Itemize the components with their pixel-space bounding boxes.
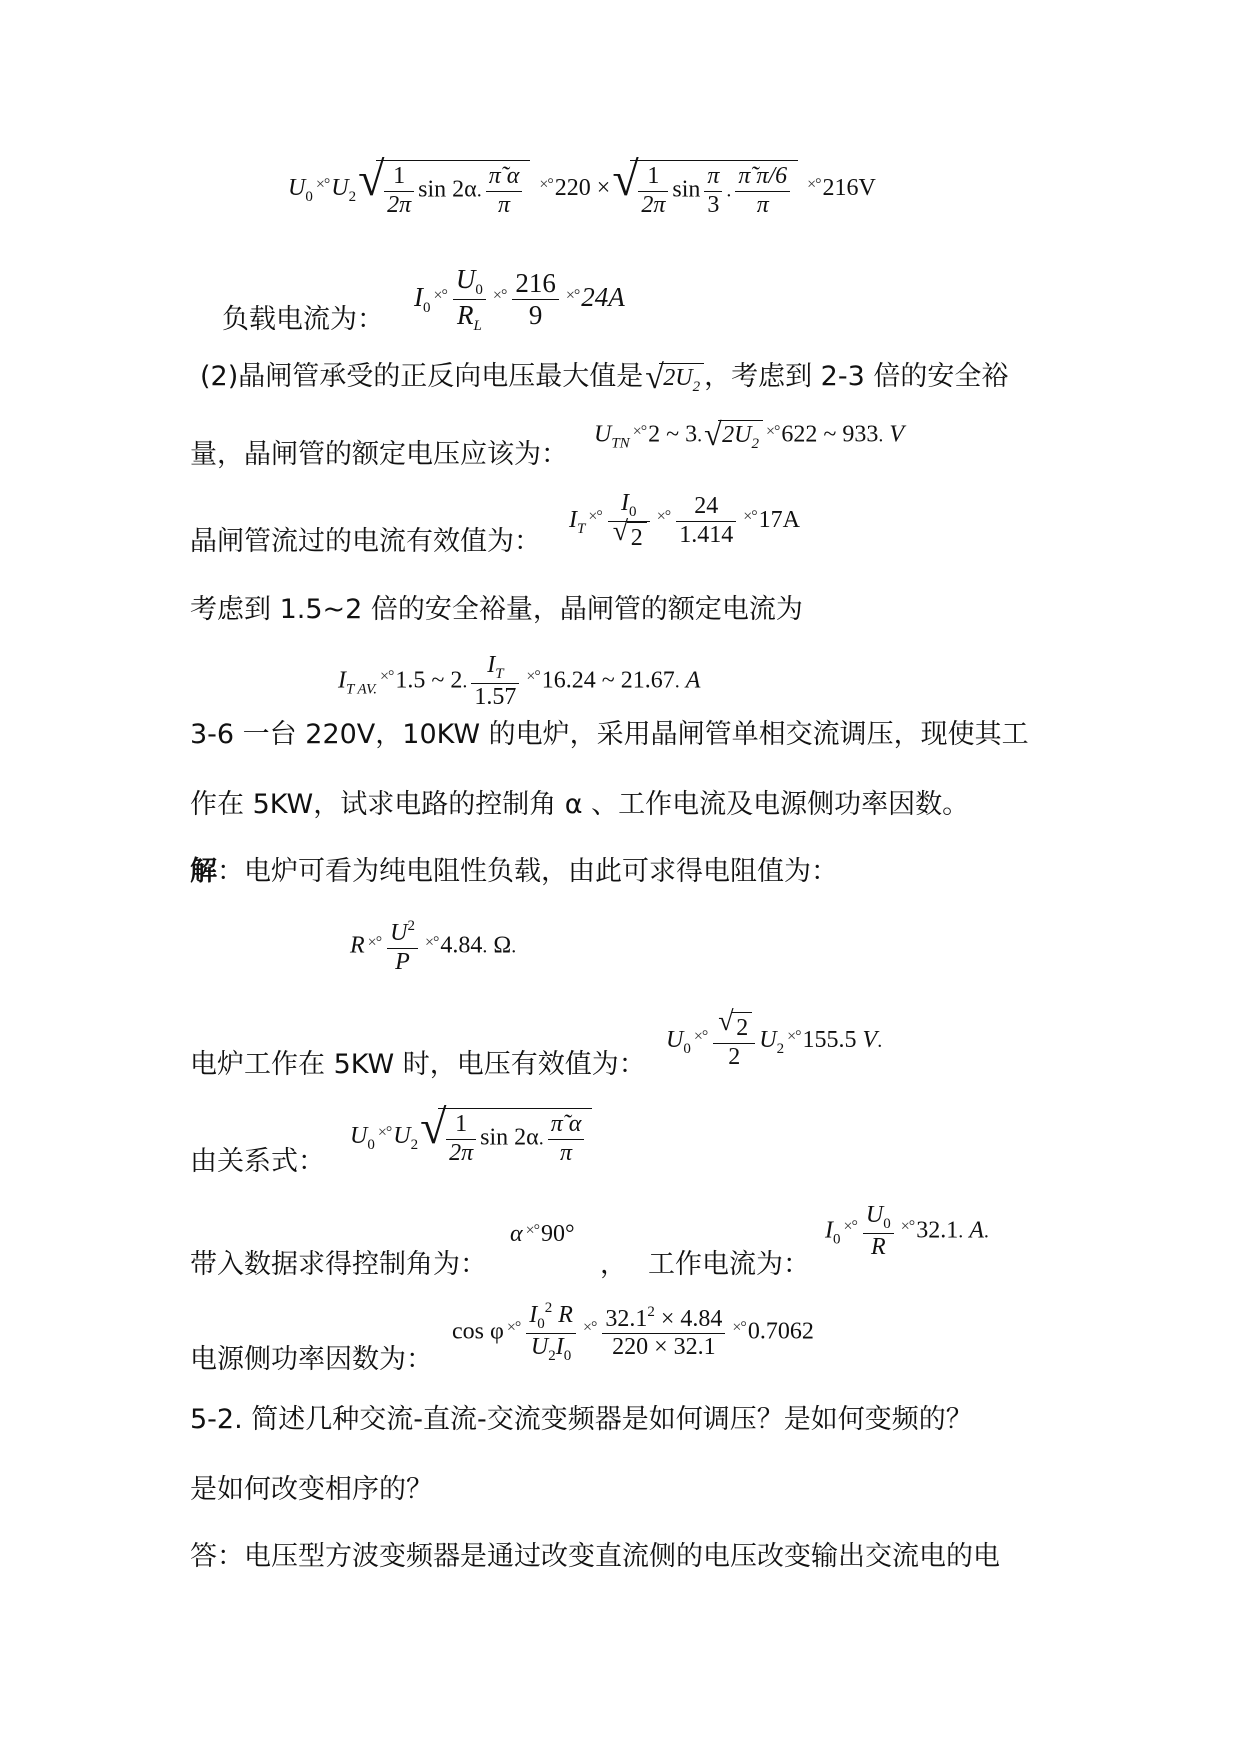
equation-load-current: $I_0^{\times^\circ}$ $\frac{U_0}{R_L}$ ×° $\frac{216}{9}$ ×°24A	[414, 264, 625, 335]
rated-current-line: 考虑到 1.5~2 倍的安全裕量，晶闸管的额定电流为	[190, 594, 803, 625]
furnace-voltage-label: 电炉工作在 5KW 时，电压有效值为：	[190, 1049, 646, 1080]
equation-resistance: R ×° $\frac{U^2}{P}$ ×°4.84. Ω.	[350, 918, 517, 975]
equation-rated-voltage: $U_{TN}^{\times^\circ}2$ ~ 3. √ $2U_2^{\times^\circ}622$ ~ 933. V	[594, 416, 905, 452]
problem-5-2-answer: 答：电压型方波变频器是通过改变直流侧的电压改变输出交流电的电	[190, 1541, 1000, 1572]
sqrt-expression: √ $\frac{1}{2\pi}$ sin 2α. $\frac{\pĩ \alpha}{\pi}$	[358, 160, 530, 219]
problem-3-6-line2: 作在 5KW，试求电路的控制角 α 、工作电流及电源侧功率因数。	[190, 789, 970, 820]
equation-rated-current: $I_{T AV.}^{\times^\circ}1.5$ ~ 2. $\frac{I_T}{1.57}$ ×°16.24 ~ 21.67. A	[338, 652, 701, 711]
thyristor-voltage-line1: (2)晶闸管承受的正反向电压最大值是 √ $2U_2$ ，考虑到 2-3 倍的安全裕	[200, 359, 1009, 397]
equation-working-current: $I_0^{\times^\circ}$ $\frac{U_0}{R}$ ×°32.1. A.	[825, 1202, 989, 1261]
equation-furnace-voltage: $U_0^{\times^\circ}$ √ 2 2 $U_2^{\times^\circ}155.5$ V.	[666, 1006, 883, 1070]
load-current-label: 负载电流为：	[222, 304, 384, 335]
equation-thyristor-current: $I_T^{\times^\circ}$ $I_0$ √ 2 ×° $\frac{24}{1.414}$ ×°17A	[569, 490, 800, 552]
problem-5-2-line1: 5-2. 简述几种交流-直流-交流变频器是如何调压？是如何变频的？	[190, 1404, 973, 1435]
thyristor-voltage-line2: 量，晶闸管的额定电压应该为：	[190, 439, 568, 470]
equation-output-voltage: $U_0^{\times^\circ}U_2$ √ $\frac{1}{2\pi}$ sin 2α. $\frac{\pĩ \alpha}{\pi}$ ×°220 × √ $\frac{1}{2\pi}$ sin $\frac{\pi}{3}$ . $\frac{\pĩ \pi/6}{\pi}$ ×°216V	[288, 153, 876, 218]
equation-relation: $U_0^{\times^\circ}U_2$ √ $\frac{1}{2\pi}$ sin 2α. $\frac{\pĩ \alpha}{\pi}$	[350, 1108, 592, 1167]
equation-power-factor: cos φ ×° $\frac{I_0^2 R}{U_2I_0}$ ×° $\frac{32.1^2 \times 4.84}{220 \times 32.1}$ ×°0.7062	[452, 1300, 814, 1365]
relation-label: 由关系式：	[190, 1146, 325, 1177]
problem-3-6-line1: 3-6 一台 220V，10KW 的电炉，采用晶闸管单相交流调压，现使其工	[190, 719, 1029, 750]
equation-control-angle: α ×°90°	[510, 1221, 575, 1247]
solution-line: 解：电炉可看为纯电阻性负载，由此可求得电阻值为：	[190, 856, 838, 887]
control-angle-comma: ，	[600, 1249, 627, 1280]
thyristor-current-label: 晶闸管流过的电流有效值为：	[190, 526, 541, 557]
control-angle-label: 带入数据求得控制角为：	[190, 1249, 487, 1280]
power-factor-label: 电源侧功率因数为：	[190, 1344, 433, 1375]
working-current-label: 工作电流为：	[648, 1249, 810, 1280]
problem-5-2-line2: 是如何改变相序的？	[190, 1474, 433, 1505]
